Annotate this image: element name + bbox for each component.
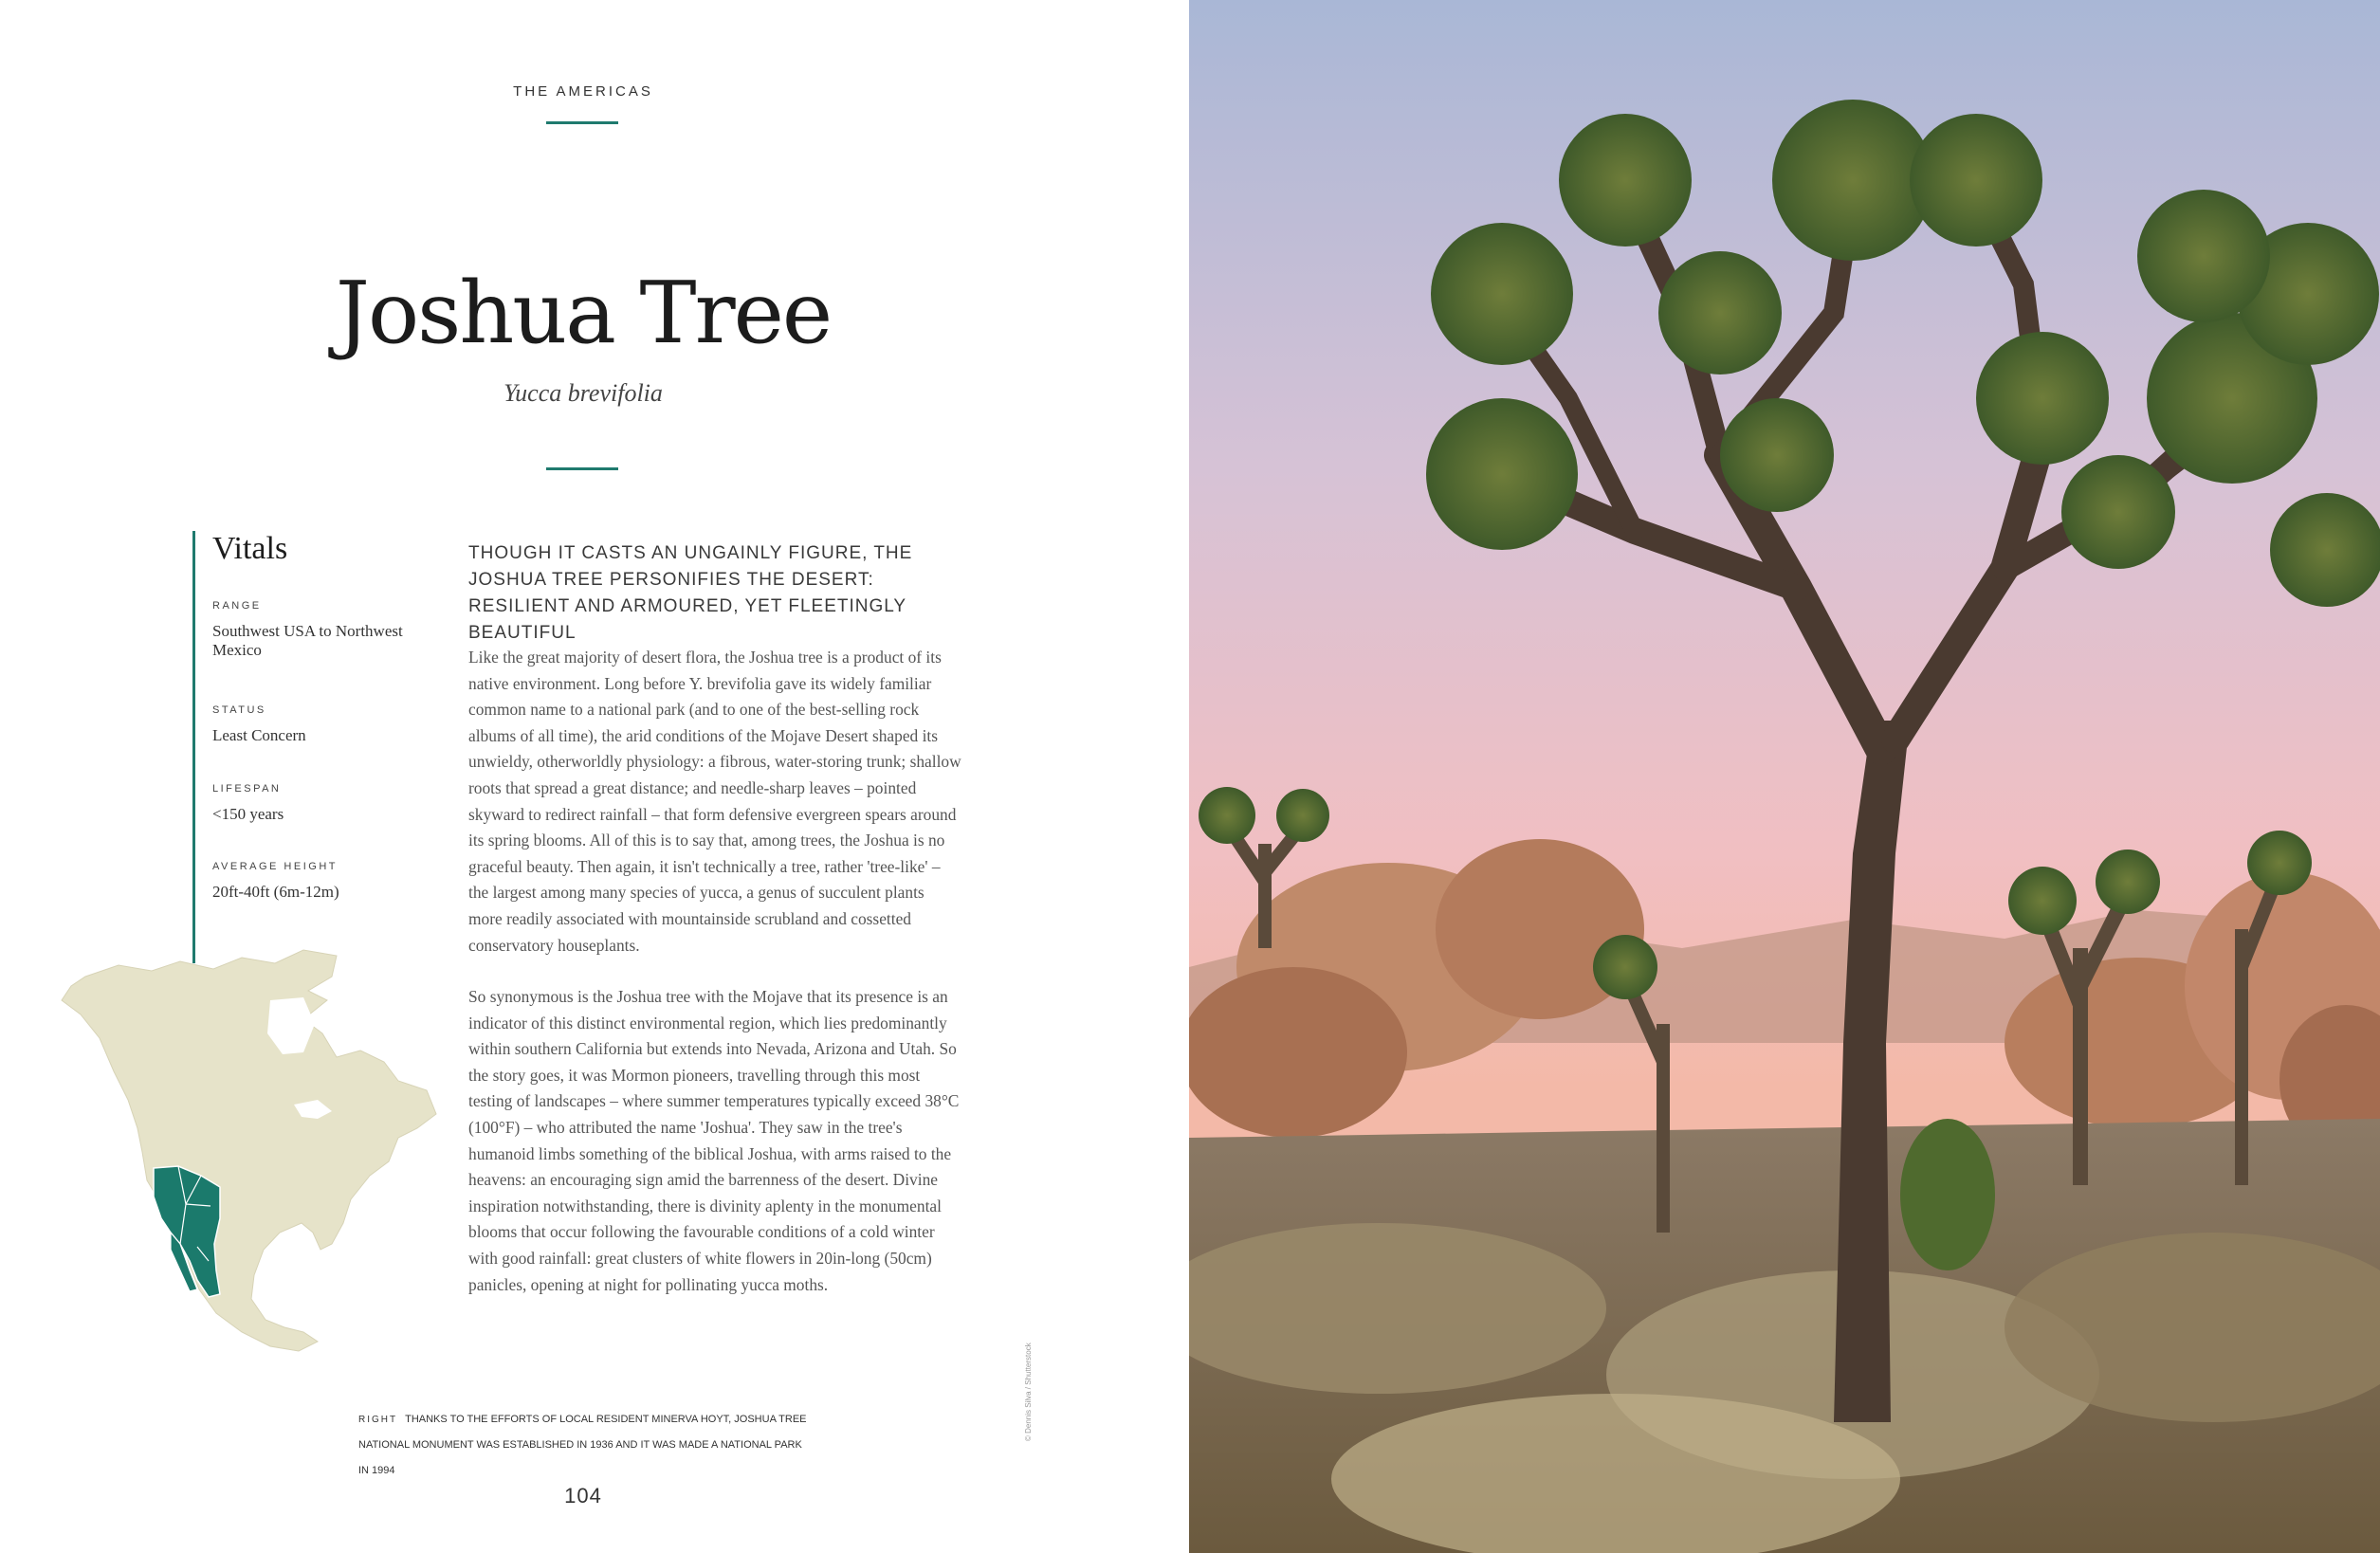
joshua-tree-photo [1189,0,2380,1553]
range-value: Southwest USA to Northwest Mexico [212,622,403,659]
title-accent-rule [546,467,618,470]
page-number: 104 [564,1484,602,1507]
status-label: STATUS [212,704,266,716]
boulder [1189,967,1407,1138]
scientific-name: Yucca brevifolia [503,379,663,407]
body-paragraph-2: So synonymous is the Joshua tree with the Mojave that its presence is an indicator of this distinct environmental region, which lies predominantly within southern California but extends into Nevada, Arizona and Utah. So the story goes, it was Mormon pioneers, travelling through this most testing of landscapes – where summer temperatures typically exceed 38°C (100°F) – who attributed the name 'Joshua'. They saw in the tree's humanoid limbs something of the biblical Joshua, with arms raised to the heavens: an encouraging sign amid the barrenness of the desert. Divine inspiration notwithstanding, there is divinity aplenty in the monumental blooms that occur following the favourable conditions of a cold winter with good rainfall: great clusters of white flowers in 20in-long (50cm) panicles, opening at night for pollinating yucca moths. [468,987,960,1294]
section-label: THE AMERICAS [513,83,653,100]
height-label: AVERAGE HEIGHT [212,861,338,872]
top-accent-rule [546,121,618,124]
status-value: Least Concern [212,726,306,744]
vitals-panel [192,531,442,963]
lifespan-label: LIFESPAN [212,783,282,795]
caption-keyword: RIGHT [358,1415,398,1425]
young-yucca [1900,1119,1995,1270]
body-paragraph-1: Like the great majority of desert flora, the Joshua tree is a product of its native environment. Long before Y. brevifolia gave its widely familiar common name to a national park (and to one of the best-selling rock albums of all time), the arid conditions of the Mojave Desert shaped its unwieldy, otherworldly physiology: a fibrous, water-storing trunk; shallow roots that spread a great distance; and needle-sharp leaves – pointed skyward to redirect rainfall – that form defensive evergreen spears around its spring blooms. All of this is to say that, among trees, the Joshua is no graceful beauty. Then again, it isn't technically a tree, rather 'tree-like' – the largest among many species of yucca, a genus of succulent plants more readily associated with mountainside scrubland and cossetted conservatory houseplants. [468,648,961,955]
photo-caption [358,1407,814,1484]
right-page [1189,0,2380,1553]
range-label: RANGE [212,600,262,612]
caption-text: THANKS TO THE EFFORTS OF LOCAL RESIDENT MINERVA HOYT, JOSHUA TREE NATIONAL MONUMENT WAS ESTABLISHED IN 1936 AND IT WAS MADE A NATIONAL PARK IN 1994 [358,1414,807,1476]
lifespan-value: <150 years [212,805,284,823]
lead-paragraph: THOUGH IT CASTS AN UNGAINLY FIGURE, THE JOSHUA TREE PERSONIFIES THE DESERT: RESILIENT AND ARMOURED, YET FLEETINGLY BEAUTIFUL [468,543,913,643]
height-value: 20ft-40ft (6m-12m) [212,883,339,901]
vitals-heading: Vitals [212,531,288,566]
north-america-landmass [62,950,436,1351]
photo-credit: © Dennis Silva / Shutterstock [1024,1343,1033,1441]
left-page [0,0,1189,1553]
range-map [47,948,446,1356]
page-title: Joshua Tree [335,264,832,363]
